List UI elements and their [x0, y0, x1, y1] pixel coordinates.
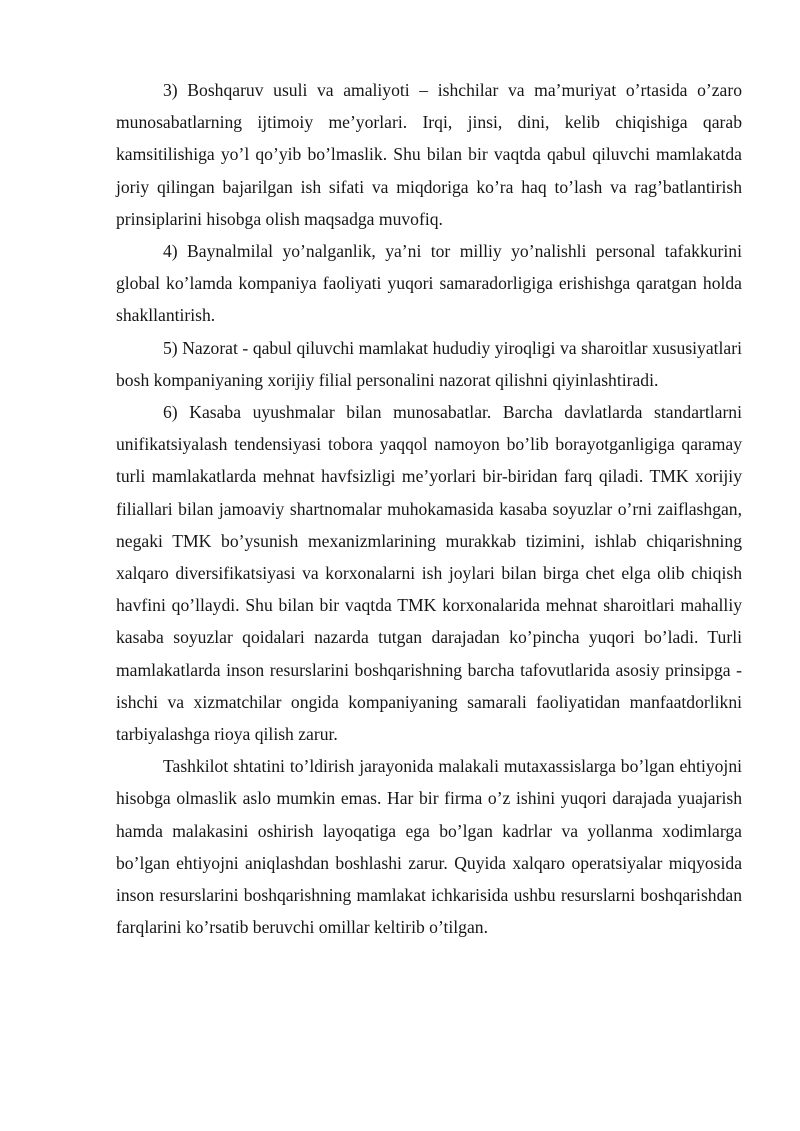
paragraph-staffing: Tashkilot shtatini to’ldirish jarayonida malakali mutaxassislarga bo’lgan ehtiyojni hisobga olmaslik aslo mumkin emas. Har bir firma o’z ishini yuqori darajada yuajarish hamda malakasini oshirish layoqatiga ega bo’lgan kadrlar va yollanma xodimlarga bo’lgan ehtiyojni aniqlashdan boshlashi zarur. Quyida xalqaro operatsiyalar miqyosida inson resurslarini boshqarishning mamlakat ichkarisida ushbu resurslarni boshqarishdan farqlarini ko’rsatib beruvchi omillar keltirib o’tilgan. [116, 756, 742, 938]
paragraph-international-orientation: 4) Baynalmilal yo’nalganlik, ya’ni tor milliy yo’nalishli personal tafakkurini global ko’lamda kompaniya faoliyati yuqori samaradorligiga erishishga qaratgan holda shakllantirish. [116, 241, 742, 326]
paragraph-supervision: 5) Nazorat - qabul qiluvchi mamlakat hududiy yiroqligi va sharoitlar xususiyatlari bosh kompaniyaning xorijiy filial personalini nazorat qilishni qiyinlashtiradi. [116, 337, 742, 390]
paragraph-trade-unions: 6) Kasaba uyushmalar bilan munosabatlar. Barcha davlatlarda standartlarni unifikatsiyalash tendensiyasi tobora yaqqol namoyon bo’lib borayotganligiga qaramay turli mamlakatlarda mehnat havfsizligi me’yorlari bir-biridan farq qiladi. TMK xorijiy filiallari bilan jamoaviy shartnomalar muhokamasida kasaba soyuzlar o’rni zaiflashgan, negaki TMK bo’ysunish mexanizmlarining murakkab tizimini, ishlab chiqarishning xalqaro diversifikatsiyasi va korxonalarni ish joylari bilan birga chet elga olib chiqish havfini qo’llaydi. Shu bilan bir vaqtda TMK korxonalarida mehnat sharoitlari mahalliy kasaba soyuzlar qoidalari nazarda tutgan darajadan ko’pincha yuqori bo’ladi. Turli mamlakatlarda inson resurslarini boshqarishning barcha tafovutlarida asosiy prinsipga - ishchi va xizmatchilar ongida kompaniyaning samarali faoliyatidan manfaatdorlikni tarbiyalashga rioya qilish zarur. [116, 402, 742, 745]
document-page [116, 74, 742, 943]
paragraph-control-methods: 3) Boshqaruv usuli va amaliyoti – ishchilar va ma’muriyat o’rtasida o’zaro munosabatlarning ijtimoiy me’yorlari. Irqi, jinsi, dini, kelib chiqishiga qarab kamsitilishiga yo’l qo’yib bo’lmaslik. Shu bilan bir vaqtda qabul qiluvchi mamlakatda joriy qilingan bajarilgan ish sifati va miqdoriga ko’ra haq to’lash va rag’batlantirish prinsiplarini hisobga olish maqsadga muvofiq. [116, 80, 742, 229]
